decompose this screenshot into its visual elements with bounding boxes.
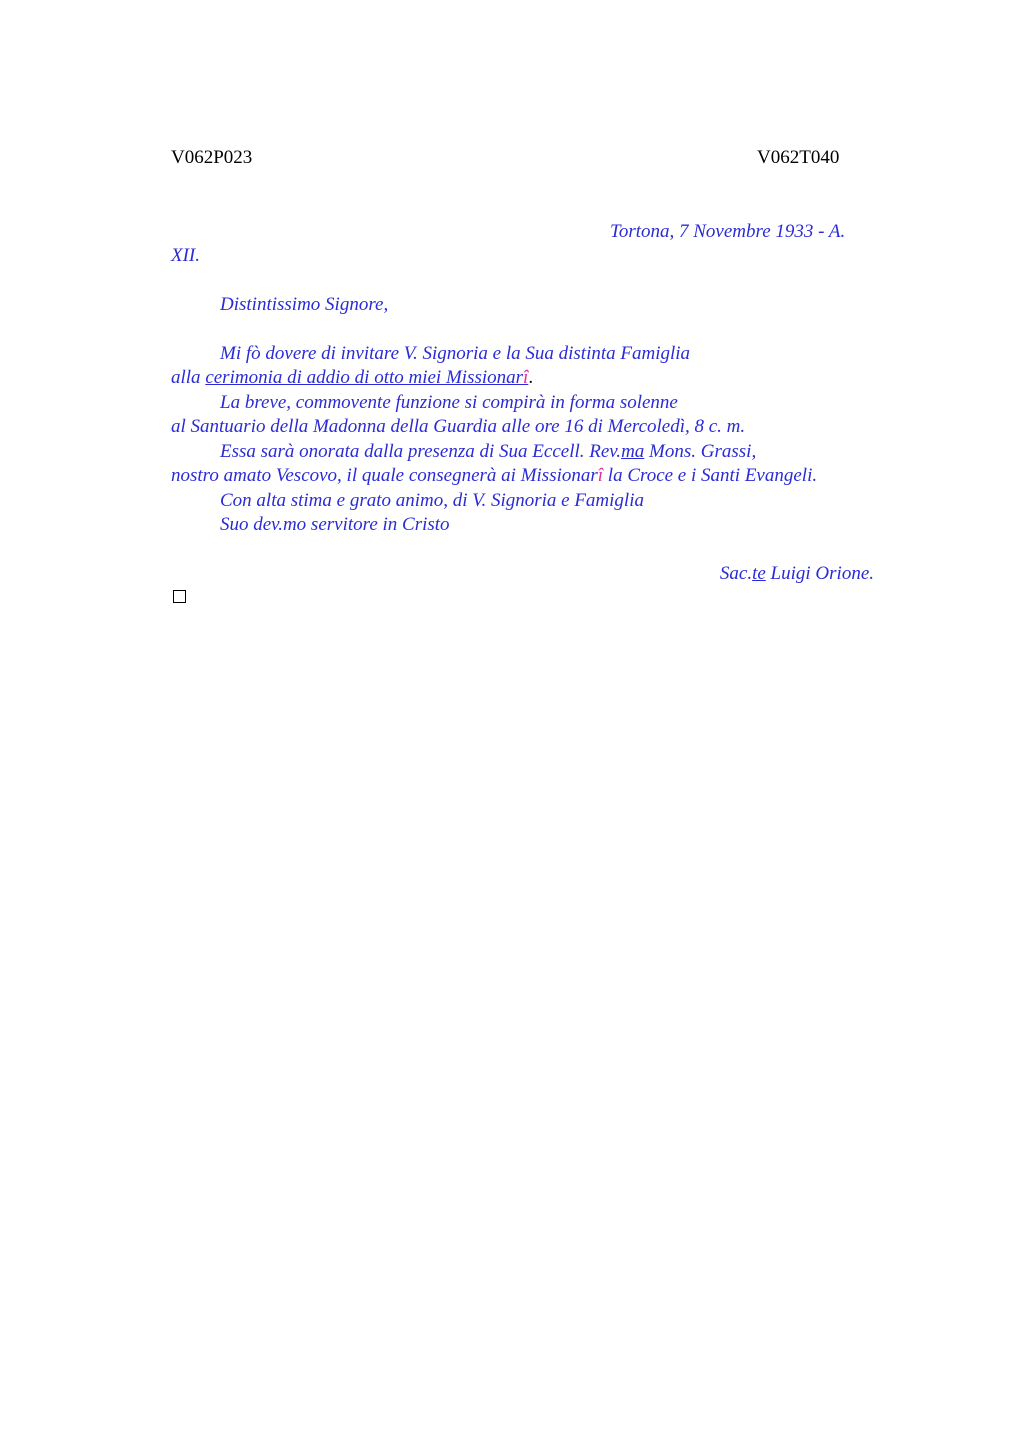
valediction: Suo dev.mo servitore in Cristo xyxy=(220,514,450,535)
empty-square-icon xyxy=(173,590,186,603)
signature xyxy=(720,562,874,586)
document-code-right: V062T040 xyxy=(757,147,840,168)
body-line-5 xyxy=(220,440,756,464)
body-line-2-start: alla xyxy=(171,367,206,388)
signature-title: Sac. xyxy=(719,563,753,584)
body-line-6 xyxy=(171,464,817,488)
signature-name: Luigi Orione. xyxy=(765,563,874,584)
closing-line: Con alta stima e grato animo, di V. Signoria e Famiglia xyxy=(220,490,644,511)
accent-mark: î xyxy=(597,465,604,486)
underlined-phrase-text: cerimonia di addio di otto miei Missionar xyxy=(205,367,524,388)
body-line-2 xyxy=(171,366,533,390)
accent-mark: î xyxy=(523,367,529,388)
date-line: Tortona, 7 Novembre 1933 - A. xyxy=(610,221,846,242)
date-line-continuation: XII. xyxy=(171,245,201,266)
body-line-6-end: la Croce e i Santi Evangeli. xyxy=(603,465,818,486)
body-line-5-start: Essa sarà onorata dalla presenza di Sua Eccell. Rev. xyxy=(220,441,622,462)
body-line-6-start: nostro amato Vescovo, il quale consegnerà ai Missionar xyxy=(171,465,598,486)
underlined-abbrev: ma xyxy=(621,441,645,462)
body-line-2-end: . xyxy=(528,367,534,388)
document-code-left: V062P023 xyxy=(171,147,253,168)
body-line-1: Mi fò dovere di invitare V. Signoria e la Sua distinta Famiglia xyxy=(220,343,691,364)
underlined-abbrev: te xyxy=(752,563,766,584)
body-line-3: La breve, commovente funzione si compirà in forma solenne xyxy=(220,392,678,413)
body-line-4: al Santuario della Madonna della Guardia alle ore 16 di Mercoledì, 8 c. m. xyxy=(171,416,746,437)
underlined-phrase xyxy=(205,367,528,388)
salutation: Distintissimo Signore, xyxy=(220,294,389,315)
body-line-5-end: Mons. Grassi, xyxy=(644,441,757,462)
